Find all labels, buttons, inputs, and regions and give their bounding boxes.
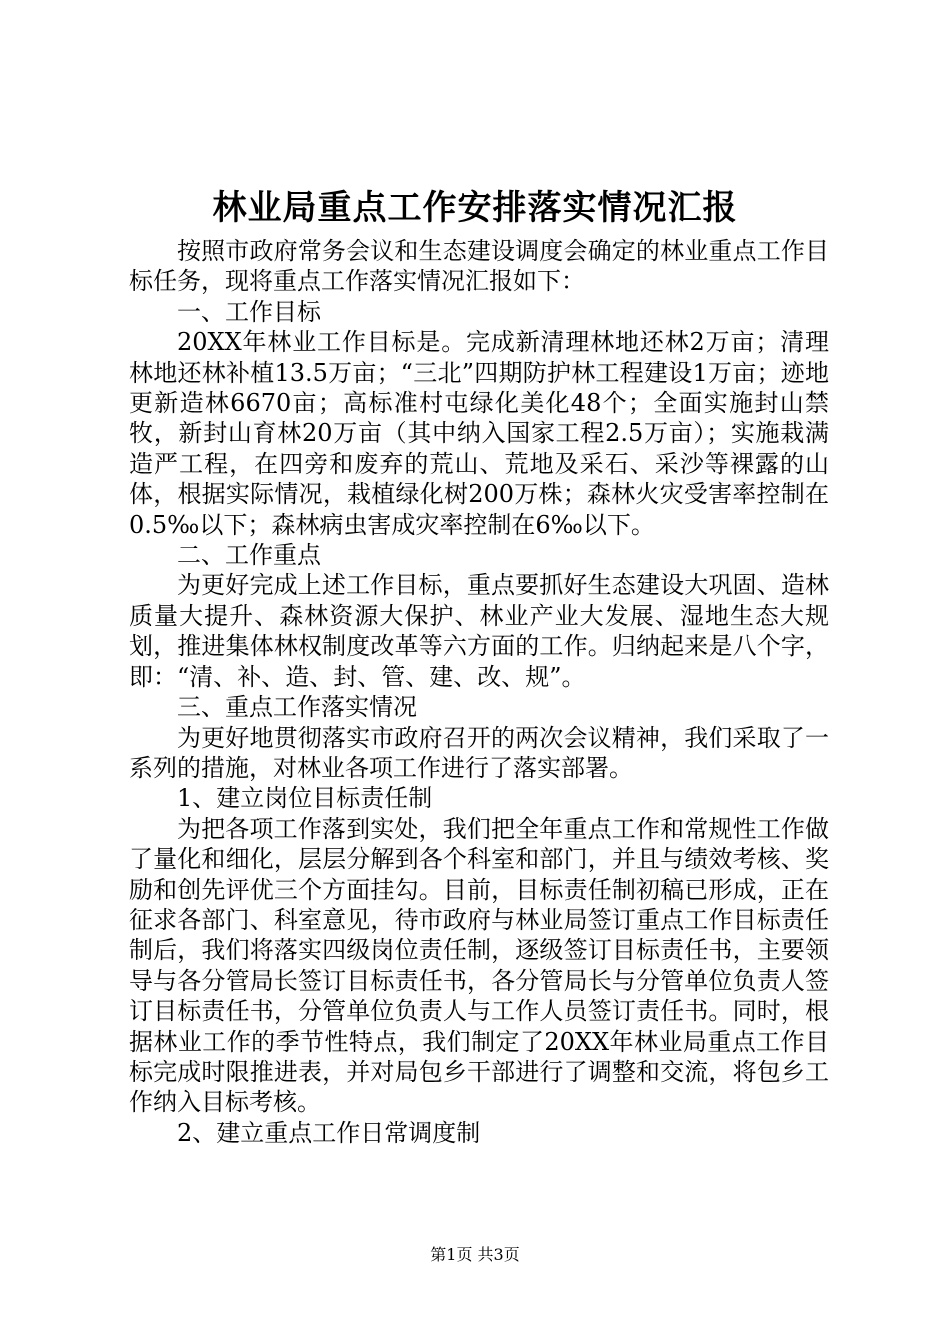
- document-body: [129, 236, 829, 1148]
- page-number: 第1页 共3页: [430, 1245, 520, 1264]
- paragraph-intro: 按照市政府常务会议和生态建设调度会确定的林业重点工作目标任务，现将重点工作落实情况汇报如下：: [129, 237, 829, 296]
- paragraph-work-focus: 为更好完成上述工作目标，重点要抓好生态建设大巩固、造林质量大提升、森林资源大保护、林业产业大发展、湿地生态大规划，推进集体林权制度改革等六方面的工作。归纳起来是八个字，即：“清、补、造、封、管、建、改、规”。: [129, 571, 829, 691]
- heading-implementation: 三、重点工作落实情况: [177, 693, 417, 722]
- heading-work-goals: 一、工作目标: [177, 297, 321, 326]
- paragraph-responsibility-system: 为把各项工作落到实处，我们把全年重点工作和常规性工作做了量化和细化，层层分解到各个科室和部门，并且与绩效考核、奖励和创先评优三个方面挂勾。目前，目标责任制初稿已形成，正在征求各部门、科室意见，待市政府与林业局签订重点工作目标责任制后，我们将落实四级岗位责任制，逐级签订目标责任书，主要领导与各分管局长签订目标责任书，各分管局长与分管单位负责人签订目标责任书，分管单位负责人与工作人员签订责任书。同时，根据林业工作的季节性特点，我们制定了20XX年林业局重点工作目标完成时限推进表，并对局包乡干部进行了调整和交流，将包乡工作纳入目标考核。: [129, 814, 829, 1117]
- subheading-responsibility-system: 1、建立岗位目标责任制: [177, 784, 433, 813]
- subheading-dispatch-system: 2、建立重点工作日常调度制: [177, 1118, 481, 1147]
- paragraph-implementation: 为更好地贯彻落实市政府召开的两次会议精神，我们采取了一系列的措施，对林业各项工作进行了落实部署。: [129, 723, 829, 782]
- paragraph-work-goals: 20XX年林业工作目标是。完成新清理林地还林2万亩；清理林地还林补植13.5万亩；“三北”四期防护林工程建设1万亩；迹地更新造林6670亩；高标准村屯绿化美化48个；全面实施封山禁牧，新封山育林20万亩（其中纳入国家工程2.5万亩）；实施栽满造严工程，在四旁和废弃的荒山、荒地及采石、采沙等裸露的山体，根据实际情况，栽植绿化树200万株；森林火灾受害率控制在0.5‰以下；森林病虫害成灾率控制在6‰以下。: [129, 328, 829, 539]
- heading-work-focus: 二、工作重点: [177, 541, 321, 570]
- document-title: 林业局重点工作安排落实情况汇报: [212, 188, 738, 228]
